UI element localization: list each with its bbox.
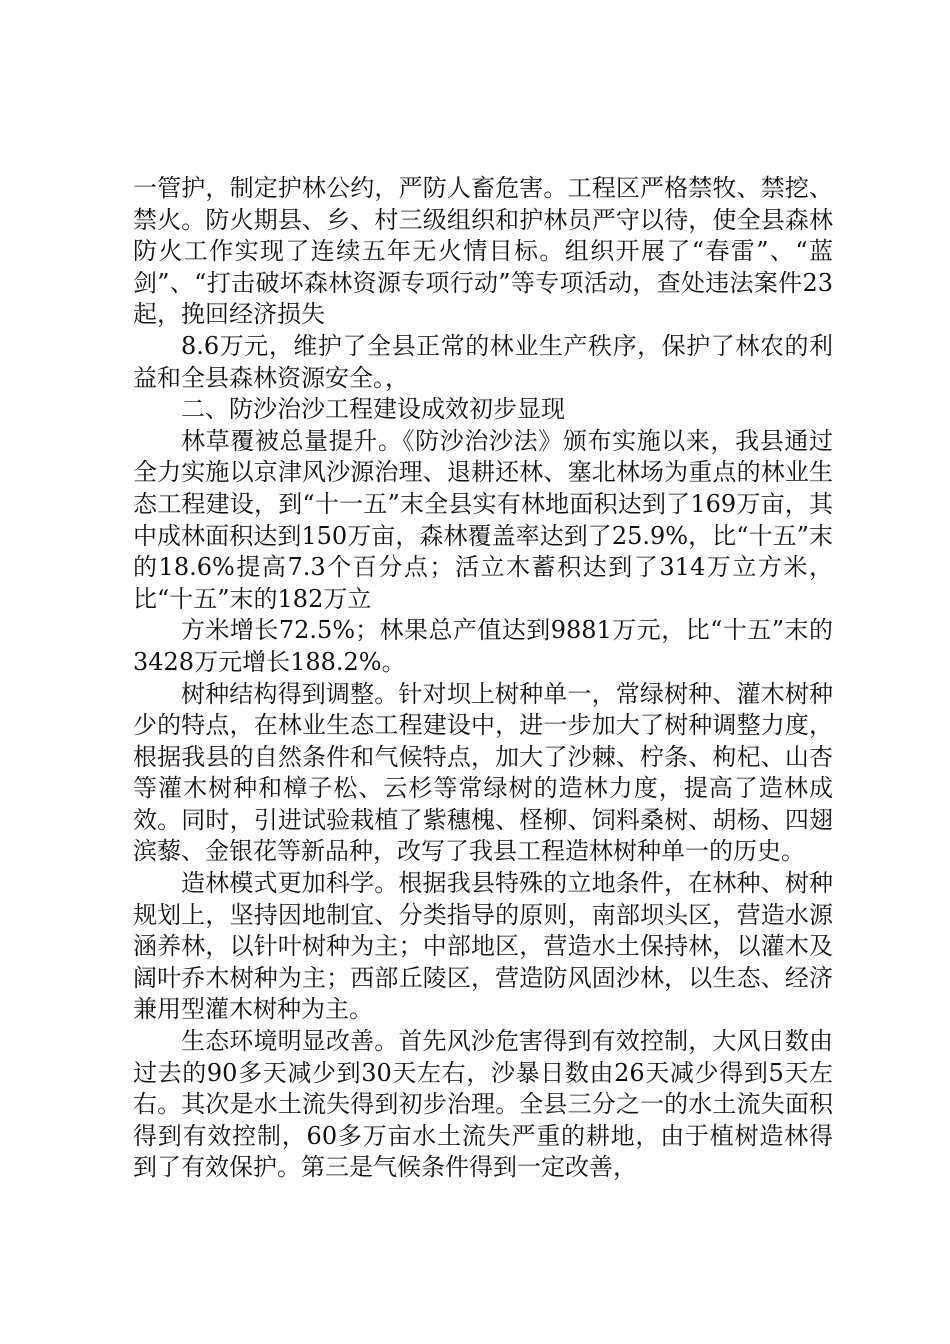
- paragraph-5: 树种结构得到调整。针对坝上树种单一，常绿树种、灌木树种少的特点，在林业生态工程建设中，进一步加大了树种调整力度，根据我县的自然条件和气候特点，加大了沙棘、柠条、枸杞、山杏等灌木树种和樟子松、云杉等常绿树的造林力度，提高了造林成效。同时，引进试验栽植了紫穗槐、柽柳、饲料桑树、胡杨、四翅滨藜、金银花等新品种，改写了我县工程造林树种单一的历史。: [133, 679, 833, 866]
- paragraph-6: 造林模式更加科学。根据我县特殊的立地条件，在林种、树种规划上，坚持因地制宜、分类指导的原则，南部坝头区，营造水源涵养林，以针叶树种为主；中部地区，营造水土保持林，以灌木及阔叶乔木树种为主；西部丘陵区，营造防风固沙林，以生态、经济兼用型灌木树种为主。: [133, 869, 833, 1024]
- document-body: [133, 173, 833, 1184]
- paragraph-7: 生态环境明显改善。首先风沙危害得到有效控制，大风日数由过去的90多天减少到30天左右，沙暴日数由26天减少得到5天左右。其次是水土流失得到初步治理。全县三分之一的水土流失面积得到有效控制，60多万亩水土流失严重的耕地，由于植树造林得到了有效保护。第三是气候条件得到一定改善，: [133, 1027, 833, 1182]
- paragraph-2: 8.6万元，维护了全县正常的林业生产秩序，保护了林农的利益和全县森林资源安全。，: [133, 331, 833, 392]
- paragraph-1: 一管护，制定护林公约，严防人畜危害。工程区严格禁牧、禁挖、禁火。防火期县、乡、村三级组织和护林员严守以待，使全县森林防火工作实现了连续五年无火情目标。组织开展了“春雷”、“蓝剑”、“打击破坏森林资源专项行动”等专项活动，查处违法案件23起，挽回经济损失: [133, 174, 833, 329]
- paragraph-3: 林草覆被总量提升。《防沙治沙法》颁布实施以来，我县通过全力实施以京津风沙源治理、退耕还林、塞北林场为重点的林业生态工程建设，到“十一五”末全县实有林地面积达到了169万亩，其中成林面积达到150万亩，森林覆盖率达到了25.9%，比“十五”末的18.6%提高7.3个百分点；活立木蓄积达到了314万立方米，比“十五”末的182万立: [133, 426, 833, 613]
- section-heading: 二、防沙治沙工程建设成效初步显现: [181, 395, 565, 424]
- paragraph-4: 方米增长72.5%；林果总产值达到9881万元，比“十五”末的3428万元增长188.2%。: [133, 616, 833, 676]
